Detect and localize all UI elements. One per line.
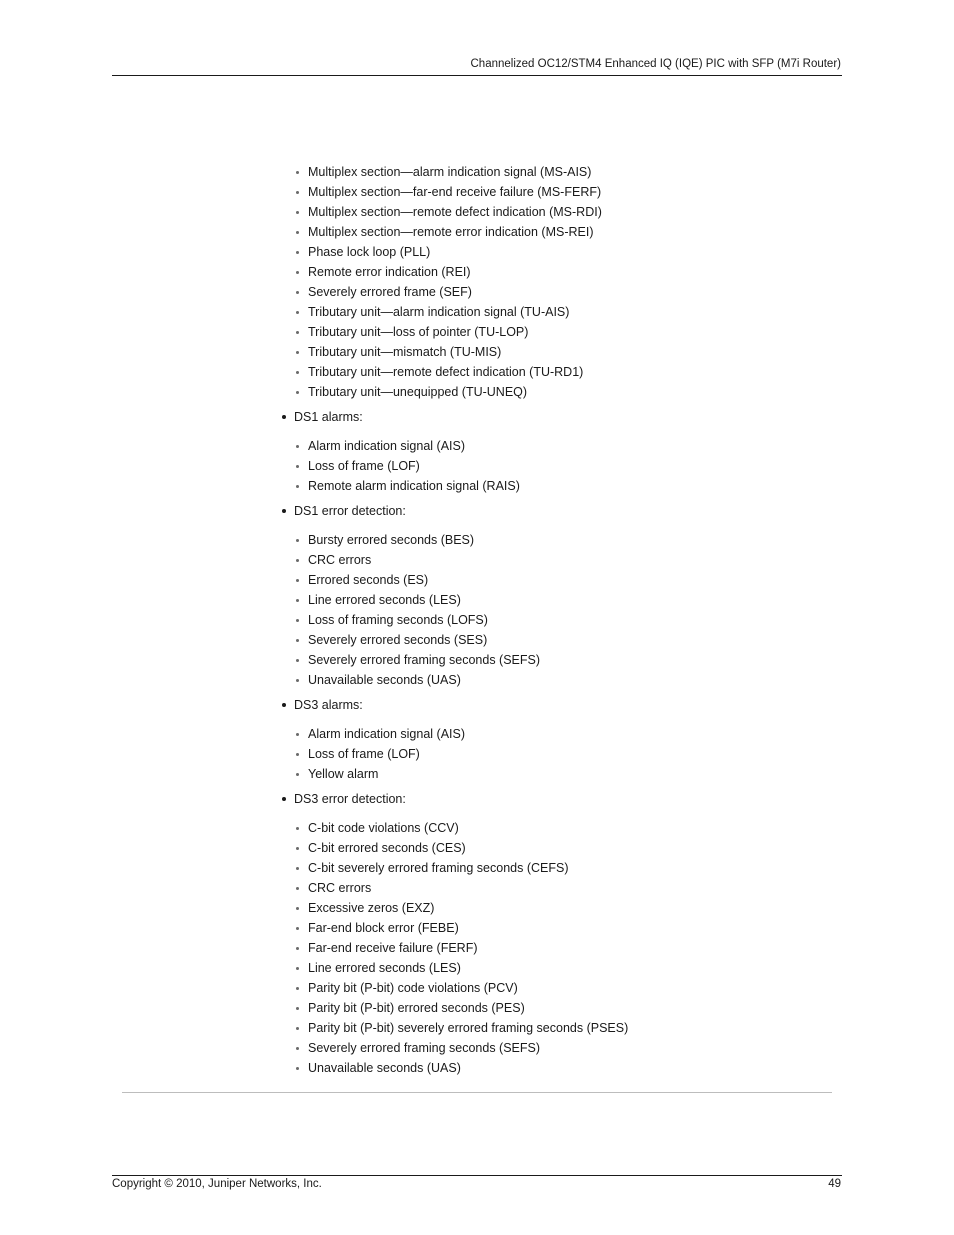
header-title: Channelized OC12/STM4 Enhanced IQ (IQE) PIC with SFP (M7i Router) (470, 58, 841, 70)
header-rule (112, 75, 842, 76)
list-item: Phase lock loop (PLL) (308, 245, 431, 259)
list-item: Remote error indication (REI) (308, 265, 471, 279)
footer-rule (112, 1175, 842, 1176)
list-item: Tributary unit—unequipped (TU-UNEQ) (308, 385, 528, 399)
list-heading: DS1 alarms: (294, 410, 363, 424)
list-item: Far-end block error (FEBE) (308, 921, 459, 935)
list-item: Line errored seconds (LES) (308, 593, 461, 607)
list-item: Tributary unit—remote defect indication (TU-RD1) (308, 365, 584, 379)
list-item: Loss of frame (LOF) (308, 747, 420, 761)
list-item: Remote alarm indication signal (RAIS) (308, 479, 520, 493)
list-item: Alarm indication signal (AIS) (308, 439, 466, 453)
list-item: Tributary unit—alarm indication signal (TU-AIS) (308, 305, 570, 319)
list-item: Severely errored framing seconds (SEFS) (308, 1041, 541, 1055)
list-item: Unavailable seconds (UAS) (308, 673, 461, 687)
list-item: Parity bit (P-bit) severely errored framing seconds (PSES) (308, 1021, 629, 1035)
list-item: C-bit severely errored framing seconds (CEFS) (308, 861, 569, 875)
list-item: Parity bit (P-bit) errored seconds (PES) (308, 1001, 525, 1015)
list-item: Severely errored framing seconds (SEFS) (308, 653, 541, 667)
list-item: Unavailable seconds (UAS) (308, 1061, 461, 1075)
list-heading: DS3 alarms: (294, 698, 363, 712)
list-item: Loss of framing seconds (LOFS) (308, 613, 488, 627)
list-heading: DS1 error detection: (294, 504, 406, 518)
list-item: Multiplex section—alarm indication signal (MS-AIS) (308, 165, 592, 179)
list-item: CRC errors (308, 553, 372, 567)
list-item: Line errored seconds (LES) (308, 961, 461, 975)
list-item: Bursty errored seconds (BES) (308, 533, 475, 547)
list-item: Severely errored seconds (SES) (308, 633, 488, 647)
page-number: 49 (828, 1178, 841, 1190)
list-item: Far-end receive failure (FERF) (308, 941, 478, 955)
list-item: C-bit code violations (CCV) (308, 821, 459, 835)
list-item: Loss of frame (LOF) (308, 459, 420, 473)
list-item: Tributary unit—loss of pointer (TU-LOP) (308, 325, 529, 339)
list-item: Yellow alarm (308, 767, 379, 781)
list-item: Excessive zeros (EXZ) (308, 901, 435, 915)
list-item: CRC errors (308, 881, 372, 895)
list-item: Alarm indication signal (AIS) (308, 727, 466, 741)
list-item: Multiplex section—remote defect indication (MS-RDI) (308, 205, 602, 219)
list-item: Multiplex section—far-end receive failure (MS-FERF) (308, 185, 602, 199)
list-heading: DS3 error detection: (294, 792, 406, 806)
footer-copyright: Copyright © 2010, Juniper Networks, Inc. (112, 1178, 322, 1190)
list-item: Errored seconds (ES) (308, 573, 429, 587)
list-item: C-bit errored seconds (CES) (308, 841, 466, 855)
list-item: Multiplex section—remote error indication (MS-REI) (308, 225, 594, 239)
list-item: Severely errored frame (SEF) (308, 285, 472, 299)
list-item: Parity bit (P-bit) code violations (PCV) (308, 981, 518, 995)
content-end-rule (122, 1092, 832, 1093)
list-item: Tributary unit—mismatch (TU-MIS) (308, 345, 502, 359)
